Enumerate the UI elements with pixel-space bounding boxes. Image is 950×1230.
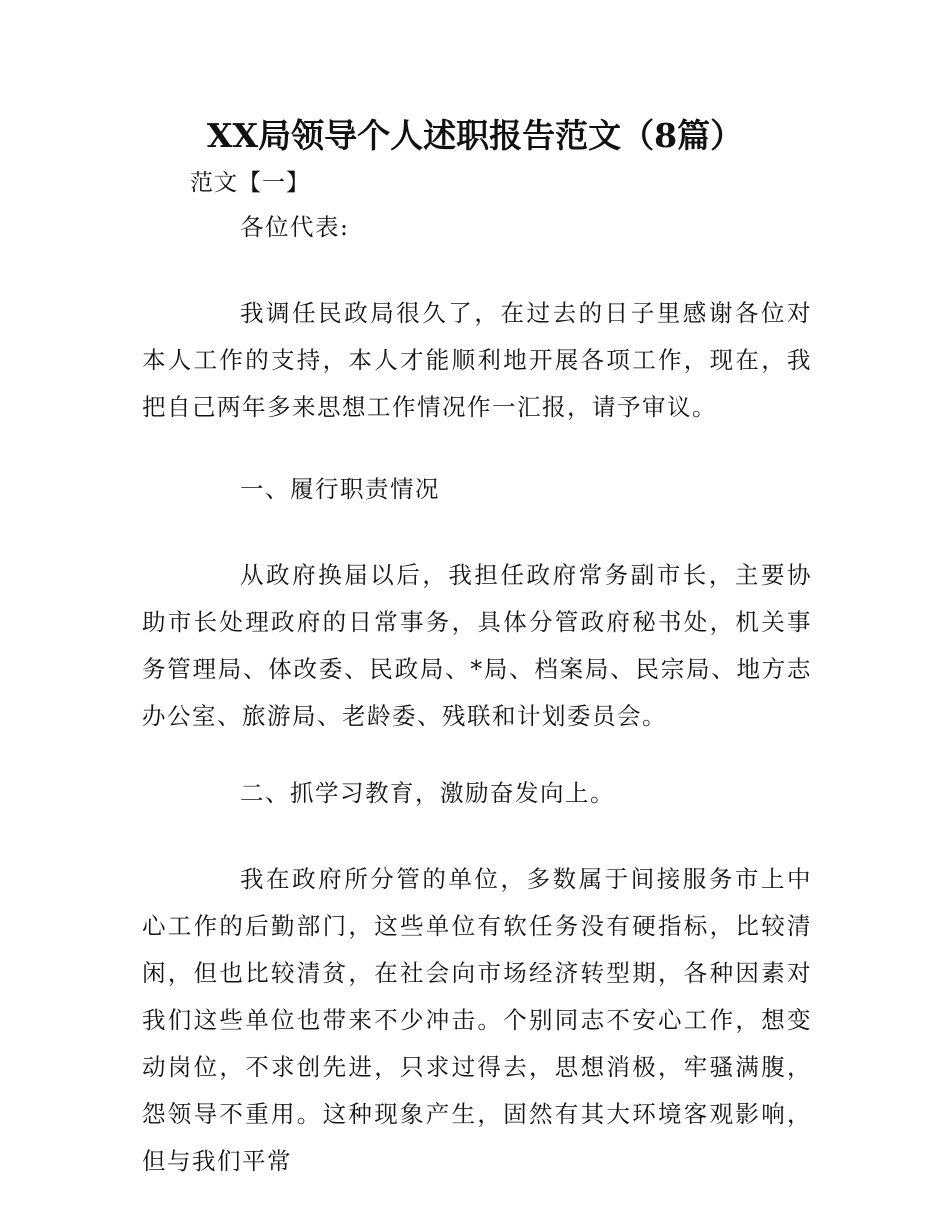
- paragraph-intro: 我调任民政局很久了，在过去的日子里感谢各位对本人工作的支持，本人才能顺利地开展各项工作，现在，我把自己两年多来思想工作情况作一汇报，请予审议。: [142, 299, 812, 421]
- heading-duties: 一、履行职责情况: [240, 475, 440, 503]
- document-title: XX局领导个人述职报告范文（8篇）: [206, 116, 744, 155]
- section-label: 范文【一】: [190, 170, 310, 196]
- paragraph-duties: 从政府换届以后，我担任政府常务副市长，主要协助市长处理政府的日常事务，具体分管政府秘书处，机关事务管理局、体改委、民政局、*局、档案局、民宗局、地方志办公室、旅游局、老龄委、残联和计划委员会。: [142, 561, 812, 730]
- paragraph-education: 我在政府所分管的单位，多数属于间接服务市上中心工作的后勤部门，这些单位有软任务没有硬指标，比较清闲，但也比较清贫，在社会向市场经济转型期，各种因素对我们这些单位也带来不少冲击。个别同志不安心工作，想变动岗位，不求创先进，只求过得去，思想消极，牢骚满腹，怨领导不重用。这种现象产生，固然有其大环境客观影响，但与我们平常: [142, 865, 812, 1175]
- heading-education: 二、抓学习教育，激励奋发向上。: [240, 779, 615, 807]
- salutation: 各位代表:: [240, 213, 350, 241]
